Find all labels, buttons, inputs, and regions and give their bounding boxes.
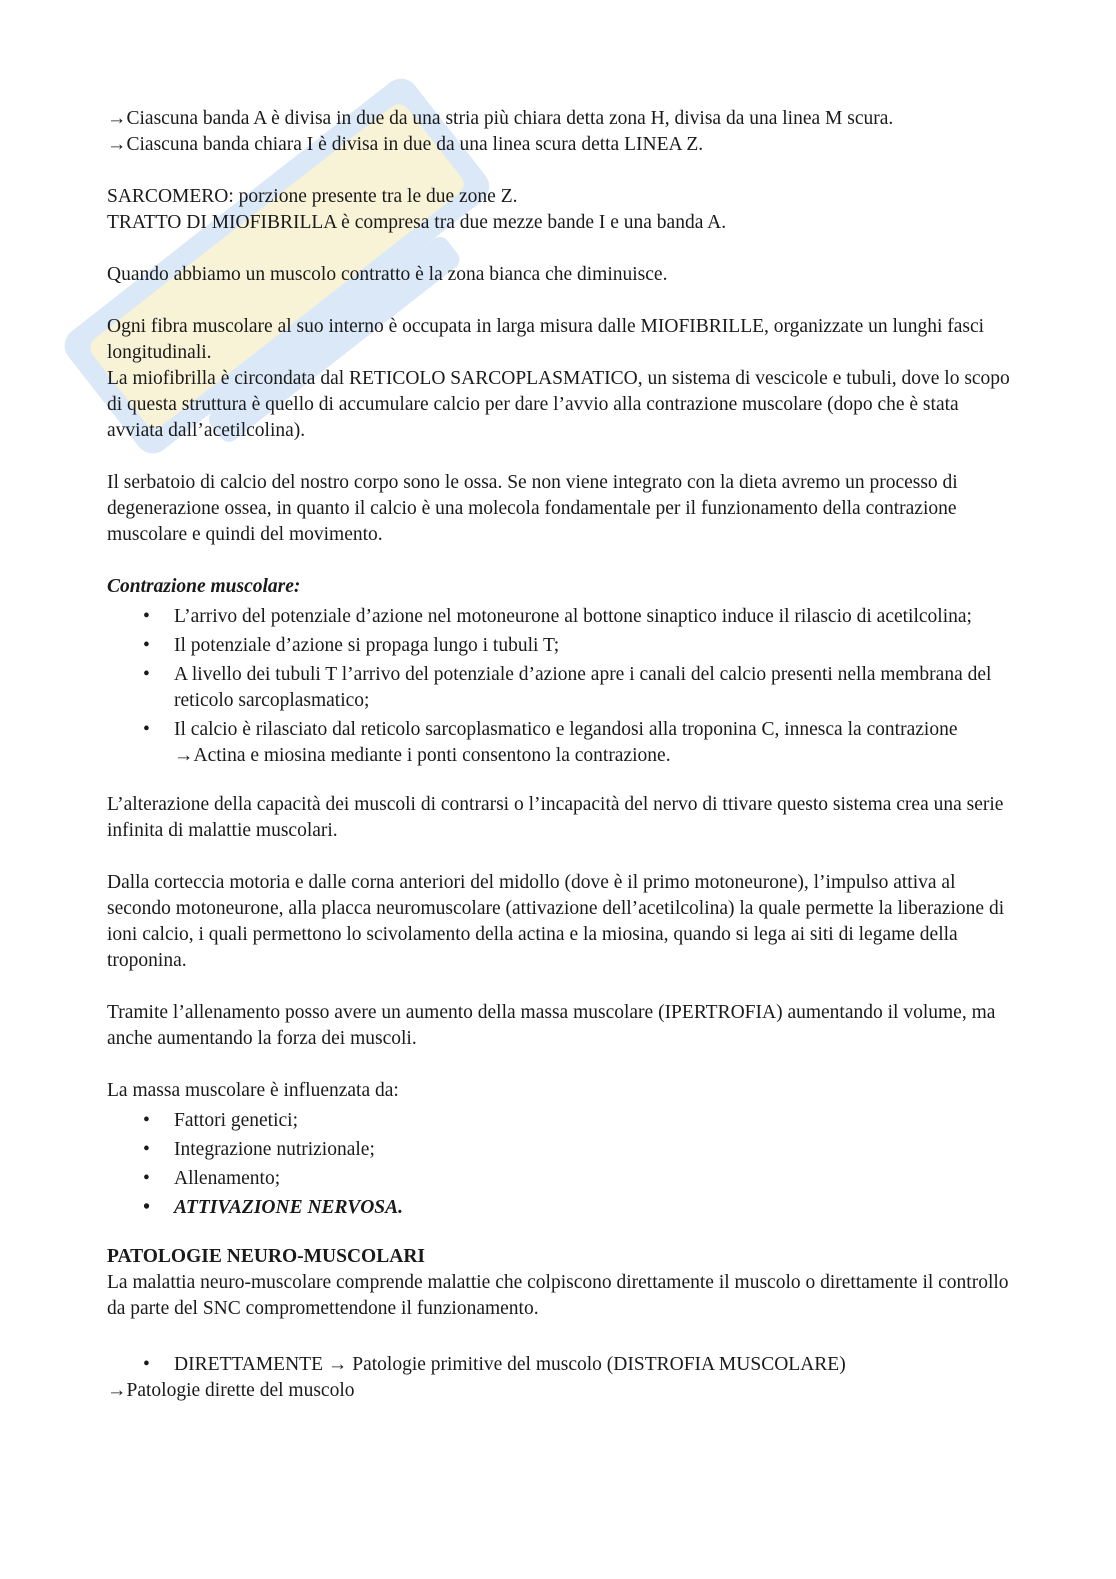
list-item: • A livello dei tubuli T l’arrivo del potenziale d’azione apre i canali del calcio presenti nella membrana del reticolo sarcoplasmatico; <box>107 662 1012 714</box>
paragraph-muscolo-contratto: Quando abbiamo un muscolo contratto è la zona bianca che diminuisce. <box>107 264 668 285</box>
list-item: • DIRETTAMENTE → Patologie primitive del muscolo (DISTROFIA MUSCOLARE) <box>107 1352 1012 1378</box>
section-title-contrazione: Contrazione muscolare: <box>107 576 301 597</box>
paragraph-tratto-miofibrilla: TRATTO DI MIOFIBRILLA è compresa tra due mezze bande I e una banda A. <box>107 212 727 233</box>
paragraph-alterazione: L’alterazione della capacità dei muscoli di contrarsi o l’incapacità del nervo di ttivare questo sistema crea una serie infinita di malattie muscolari. <box>107 794 1004 841</box>
paragraph-sarcomero: SARCOMERO: porzione presente tra le due zone Z. <box>107 186 518 207</box>
list-contrazione <box>107 604 1012 769</box>
paragraph-banda-a: →Ciascuna banda A è divisa in due da una stria più chiara detta zona H, divisa da una linea M scura. <box>107 108 894 129</box>
paragraph-patologie-dirette: →Patologie dirette del muscolo <box>107 1380 355 1401</box>
document-page <box>107 106 1012 1404</box>
paragraph-reticolo: La miofibrilla è circondata dal RETICOLO SARCOPLASMATICO, un sistema di vescicole e tubuli, dove lo scopo di questa struttura è quello di accumulare calcio per dare l’avvio alla contrazione muscolare (dopo che è stata avviata dall’acetilcolina). <box>107 368 1010 441</box>
list-item: • Allenamento; <box>107 1166 1012 1192</box>
list-item: • L’arrivo del potenziale d’azione nel motoneurone al bottone sinaptico induce il rilascio di acetilcolina; <box>107 604 1012 630</box>
list-item: • Il calcio è rilasciato dal reticolo sarcoplasmatico e legandosi alla troponina C, innesca la contrazione →Actina e miosina mediante i ponti consentono la contrazione. <box>107 717 1012 769</box>
heading-patologie: PATOLOGIE NEURO-MUSCOLARI <box>107 1246 425 1267</box>
paragraph-corteccia: Dalla corteccia motoria e dalle corna anteriori del midollo (dove è il primo motoneurone), l’impulso attiva al secondo motoneurone, alla placca neuromuscolare (attivazione dell’acetilcolina) la quale permette la liberazione di ioni calcio, i quali permettono lo scivolamento della actina e la miosina, quando si lega ai siti di legame della troponina. <box>107 872 1005 971</box>
paragraph-miofibrille: Ogni fibra muscolare al suo interno è occupata in larga misura dalle MIOFIBRILLE, organizzate un lunghi fasci longitudinali. <box>107 316 985 363</box>
paragraph-massa-intro: La massa muscolare è influenzata da: <box>107 1080 399 1101</box>
list-item: • Integrazione nutrizionale; <box>107 1137 1012 1163</box>
paragraph-calcio: Il serbatoio di calcio del nostro corpo sono le ossa. Se non viene integrato con la dieta avremo un processo di degenerazione ossea, in quanto il calcio è una molecola fondamentale per il funzionamento della contrazione muscolare e quindi del movimento. <box>107 472 958 545</box>
list-massa <box>107 1108 1012 1221</box>
list-item: • Il potenziale d’azione si propaga lungo i tubuli T; <box>107 633 1012 659</box>
list-item: • Fattori genetici; <box>107 1108 1012 1134</box>
paragraph-patologie: La malattia neuro-muscolare comprende malattie che colpiscono direttamente il muscolo o direttamente il controllo da parte del SNC compromettendone il funzionamento. <box>107 1272 1009 1319</box>
list-item-attivazione-nervosa: • ATTIVAZIONE NERVOSA. <box>107 1195 1012 1221</box>
paragraph-banda-i: →Ciascuna banda chiara I è divisa in due da una linea scura detta LINEA Z. <box>107 134 704 155</box>
list-patologie <box>107 1352 1012 1378</box>
paragraph-allenamento: Tramite l’allenamento posso avere un aumento della massa muscolare (IPERTROFIA) aumentando il volume, ma anche aumentando la forza dei muscoli. <box>107 1002 996 1049</box>
